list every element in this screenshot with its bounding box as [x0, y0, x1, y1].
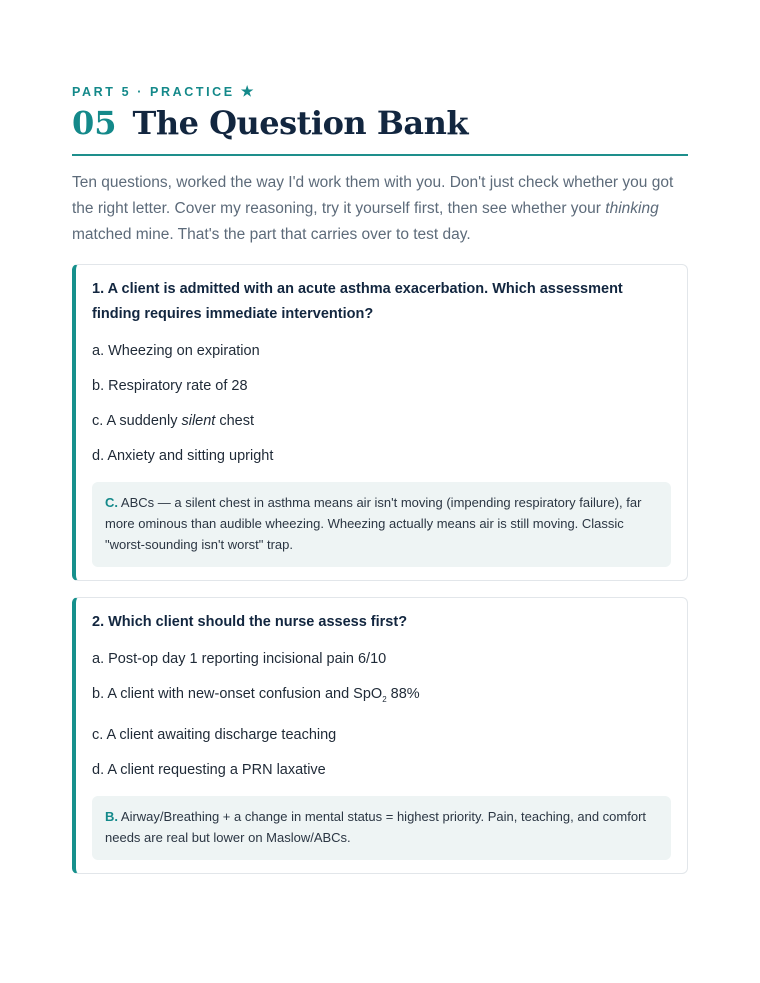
intro-emphasis: thinking — [605, 200, 659, 217]
option-c — [92, 410, 671, 432]
section-eyebrow — [72, 82, 688, 100]
option-c: c. A client awaiting discharge teaching — [92, 727, 337, 743]
option-d: d. Anxiety and sitting upright — [92, 448, 274, 464]
intro-paragraph — [72, 170, 688, 248]
answer-letter: C. — [105, 495, 118, 510]
subscript-2: 2 — [382, 695, 387, 704]
option-c-text-2: chest — [215, 413, 255, 429]
answer-letter: B. — [105, 809, 118, 824]
option-a: a. Wheezing on expiration — [92, 343, 260, 359]
option-b-text-2: 88% — [386, 686, 420, 702]
answer-explanation — [92, 482, 671, 567]
option-b — [92, 683, 671, 711]
answer-explanation — [92, 796, 671, 860]
star-icon: ★ — [240, 83, 254, 99]
page-title — [72, 104, 688, 156]
option-a: a. Post-op day 1 reporting incisional pain 6/10 — [92, 651, 387, 667]
question-prompt: 2. Which client should the nurse assess first? — [92, 614, 408, 630]
option-b-text-1: b. A client with new-onset confusion and SpO — [92, 686, 383, 702]
option-d: d. A client requesting a PRN laxative — [92, 762, 326, 778]
answer-text: ABCs — a silent chest in asthma means air isn't moving (impending respiratory failure), far more ominous than audible wheezing. Wheezing actually means air is still moving. Classic "worst-sounding isn't worst" trap. — [105, 495, 642, 552]
intro-text-2: matched mine. That's the part that carries over to test day. — [72, 226, 471, 243]
option-b: b. Respiratory rate of 28 — [92, 378, 248, 394]
answer-text: Airway/Breathing + a change in mental status = highest priority. Pain, teaching, and comfort needs are real but lower on Maslow/ABCs. — [105, 809, 647, 845]
chapter-title: The Question Bank — [132, 104, 469, 142]
intro-text-1: Ten questions, worked the way I'd work them with you. Don't just check whether you got the right letter. Cover my reasoning, try it yourself first, then see whether your — [72, 174, 674, 217]
question-prompt: 1. A client is admitted with an acute asthma exacerbation. Which assessment finding requires immediate intervention? — [92, 281, 623, 322]
question-card-1 — [72, 264, 688, 581]
chapter-number: 05 — [72, 104, 117, 142]
question-card-2 — [72, 597, 688, 874]
option-c-emphasis: silent — [181, 413, 216, 429]
eyebrow-text: PART 5 · PRACTICE — [72, 85, 235, 99]
option-c-text-1: c. A suddenly — [92, 413, 182, 429]
